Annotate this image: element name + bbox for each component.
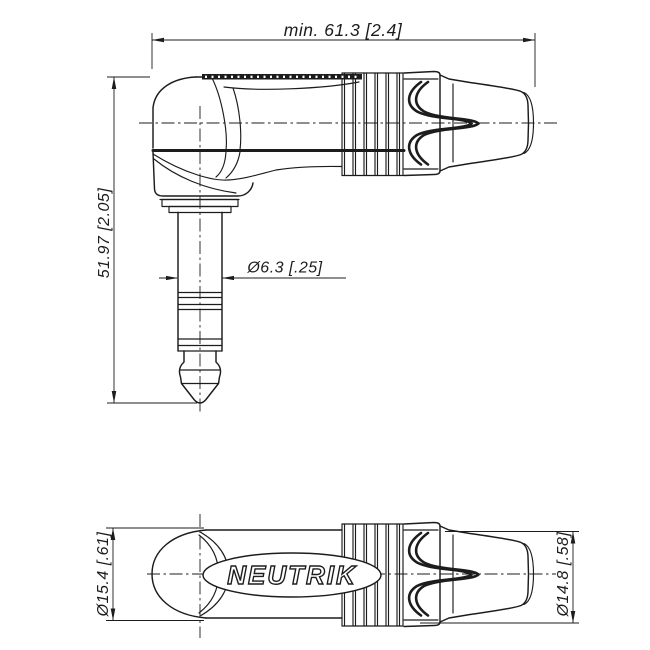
arrowhead-right-in (166, 276, 178, 280)
shell-diameter-label: Ø15.4 [.61] (95, 531, 112, 617)
bushing-diameter-label: Ø14.8 [.58] (555, 531, 572, 617)
dimension-plug-diameter (159, 260, 346, 281)
dimension-bushing-diameter (420, 532, 579, 624)
elbow-housing (153, 77, 342, 200)
dimension-overall-height (96, 77, 197, 403)
arrowhead-left (152, 38, 164, 43)
strain-relief-ribs (342, 73, 403, 176)
side-view (96, 20, 558, 413)
brand-label: NEUTRIK (227, 560, 357, 590)
arrowhead-right (523, 38, 535, 43)
arrowhead-left-in (222, 276, 234, 280)
arrowhead-down (112, 391, 117, 403)
bottom-view (95, 514, 579, 638)
plug-diameter-label: Ø6.3 [.25] (247, 259, 323, 277)
length-dim-label: min. 61.3 [2.4] (283, 20, 403, 40)
cable-boot (404, 72, 534, 176)
bottom-cable-boot (404, 523, 534, 627)
height-dim-label: 51.97 [2.05] (96, 187, 113, 279)
brand-badge (203, 553, 381, 597)
arrowhead-up (112, 77, 117, 89)
knurled-ring (202, 74, 362, 80)
